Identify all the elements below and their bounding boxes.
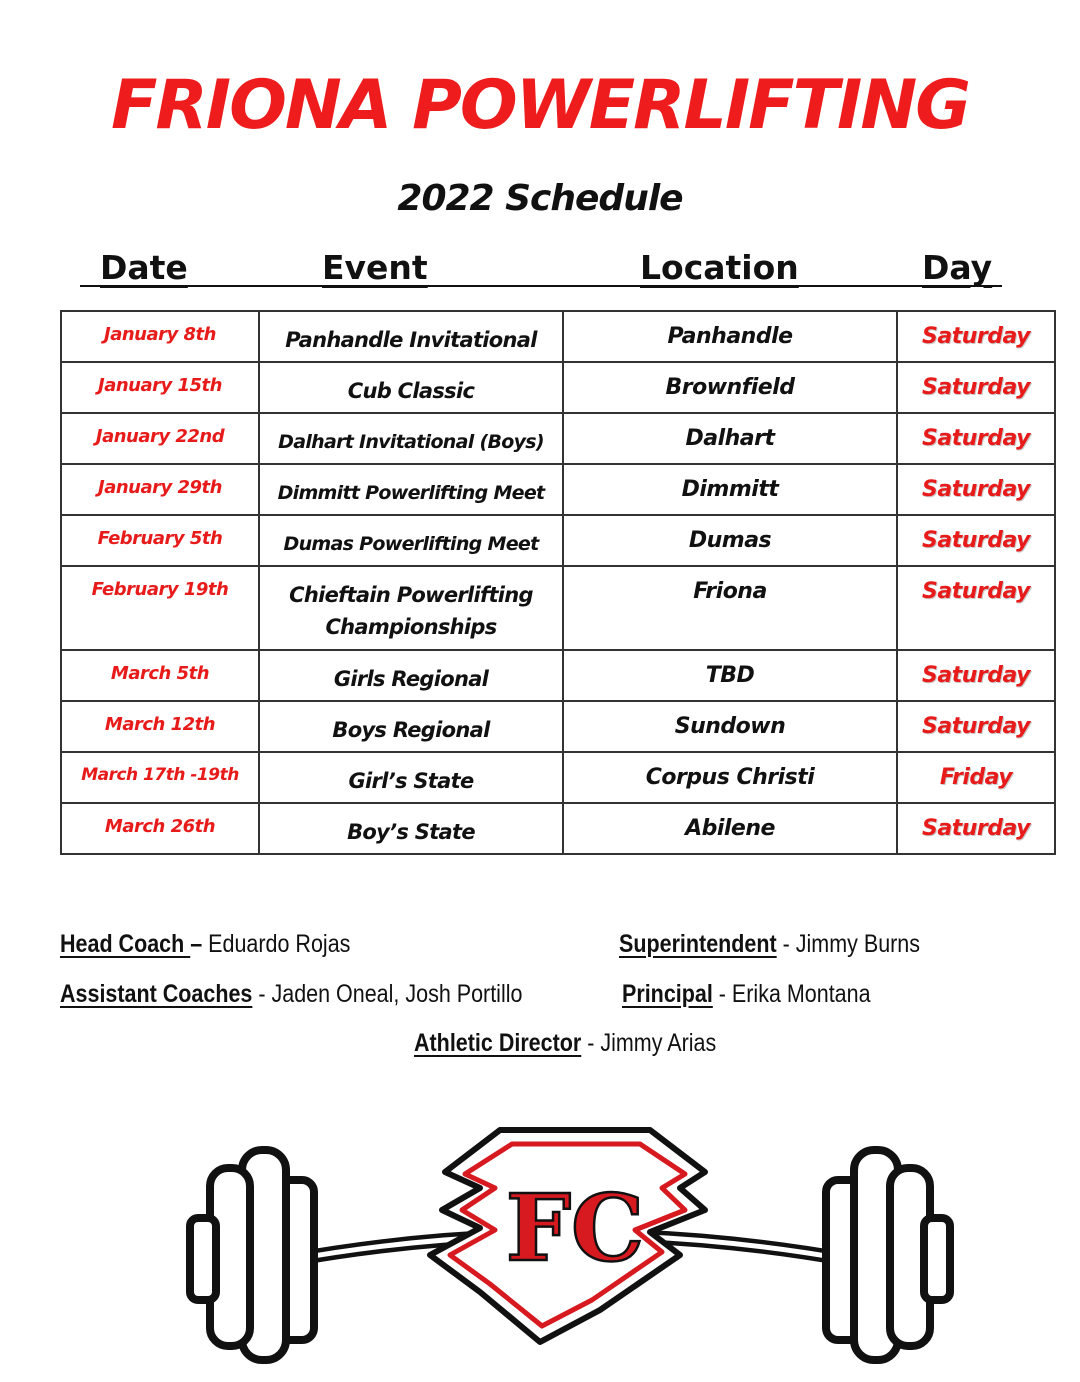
location-cell: Brownfield (563, 362, 897, 413)
staff-role: Principal (622, 980, 713, 1008)
staff-name: Jaden Oneal, Josh Portillo (271, 980, 523, 1008)
event-cell: Dumas Powerlifting Meet (259, 515, 563, 566)
event-cell: Girl’s State (259, 752, 563, 803)
event-cell: Dimmitt Powerlifting Meet (259, 464, 563, 515)
column-header-location: Location (640, 248, 799, 287)
staff-principal (622, 980, 871, 1009)
logo-monogram: FC (505, 1174, 645, 1282)
table-row (61, 515, 1055, 566)
event-cell: Panhandle Invitational (259, 311, 563, 362)
staff-name: Jimmy Burns (795, 930, 921, 958)
table-row (61, 566, 1055, 650)
event-cell: Girls Regional (259, 650, 563, 701)
day-cell: Saturday (897, 362, 1055, 413)
staff-separator: - (776, 930, 796, 958)
staff-role: Superintendent (619, 930, 777, 958)
staff-role: Head Coach (60, 930, 191, 958)
staff-role: Assistant Coaches (60, 980, 253, 1008)
day-cell: Saturday (897, 566, 1055, 650)
column-header-event: Event (322, 248, 428, 287)
event-cell: Chieftain Powerlifting Championships (259, 566, 563, 650)
table-row (61, 413, 1055, 464)
day-cell: Saturday (897, 311, 1055, 362)
location-cell: Panhandle (563, 311, 897, 362)
location-cell: Friona (563, 566, 897, 650)
day-cell: Saturday (897, 413, 1055, 464)
location-cell: Dimmitt (563, 464, 897, 515)
date-cell: January 29th (61, 464, 259, 515)
date-cell: March 12th (61, 701, 259, 752)
staff-separator: - (252, 980, 272, 1008)
staff-separator: - (712, 980, 732, 1008)
date-cell: January 8th (61, 311, 259, 362)
column-header-day: Day (922, 248, 993, 287)
schedule-table (60, 310, 1056, 855)
event-cell: Dalhart Invitational (Boys) (259, 413, 563, 464)
staff-superintendent (619, 930, 920, 959)
table-row (61, 701, 1055, 752)
date-cell: January 22nd (61, 413, 259, 464)
date-cell: February 5th (61, 515, 259, 566)
page-subtitle: 2022 Schedule (397, 178, 683, 219)
staff-head-coach (60, 930, 350, 959)
table-row (61, 803, 1055, 854)
date-cell: March 5th (61, 650, 259, 701)
event-cell: Boy’s State (259, 803, 563, 854)
table-row (61, 464, 1055, 515)
column-header-date: Date (100, 248, 188, 287)
barbell-arrowhead-logo-icon (180, 1110, 960, 1370)
day-cell: Saturday (897, 701, 1055, 752)
date-cell: March 17th -19th (61, 752, 259, 803)
date-cell: February 19th (61, 566, 259, 650)
staff-separator: - (581, 1029, 601, 1057)
staff-athletic-director (414, 1029, 716, 1058)
header-rule (80, 285, 1002, 287)
staff-name: Erika Montana (731, 980, 871, 1008)
staff-name: Jimmy Arias (600, 1029, 717, 1057)
table-row (61, 362, 1055, 413)
location-cell: TBD (563, 650, 897, 701)
staff-assistant-coaches (60, 980, 522, 1009)
location-cell: Corpus Christi (563, 752, 897, 803)
day-cell: Saturday (897, 515, 1055, 566)
staff-name: Eduardo Rojas (208, 930, 351, 958)
staff-separator: – (190, 930, 209, 958)
table-row (61, 311, 1055, 362)
location-cell: Sundown (563, 701, 897, 752)
day-cell: Saturday (897, 650, 1055, 701)
location-cell: Dumas (563, 515, 897, 566)
location-cell: Dalhart (563, 413, 897, 464)
location-cell: Abilene (563, 803, 897, 854)
table-row (61, 650, 1055, 701)
page-title: FRIONA POWERLIFTING (110, 66, 970, 145)
staff-role: Athletic Director (414, 1029, 582, 1057)
day-cell: Friday (897, 752, 1055, 803)
date-cell: March 26th (61, 803, 259, 854)
event-cell: Cub Classic (259, 362, 563, 413)
date-cell: January 15th (61, 362, 259, 413)
event-cell: Boys Regional (259, 701, 563, 752)
table-row (61, 752, 1055, 803)
day-cell: Saturday (897, 803, 1055, 854)
day-cell: Saturday (897, 464, 1055, 515)
